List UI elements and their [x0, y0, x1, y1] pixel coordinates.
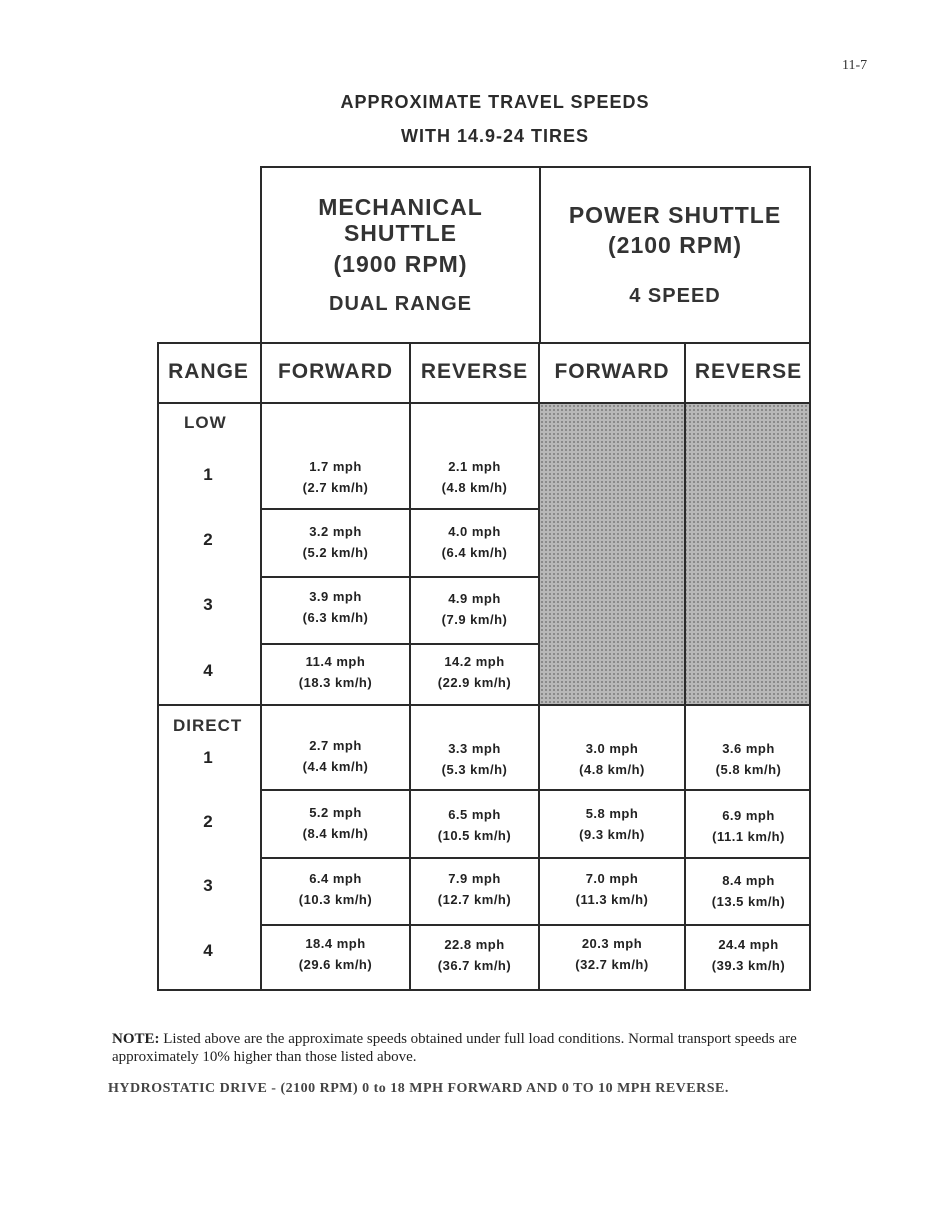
table-divider — [260, 924, 811, 926]
speed-kmh: (4.8 km/h) — [441, 480, 508, 495]
mechanical-shuttle-header — [260, 166, 541, 344]
speed-cell — [540, 738, 684, 780]
speed-kmh: (6.4 km/h) — [441, 545, 508, 560]
power-4-speed: 4 SPEED — [629, 284, 721, 307]
note-label: NOTE: — [112, 1031, 160, 1047]
column-header-range: RANGE — [168, 360, 249, 383]
speed-mph: 3.2 mph — [309, 524, 362, 539]
speed-cell — [262, 651, 409, 693]
speed-cell — [262, 868, 409, 910]
speed-cell — [411, 651, 538, 693]
table-divider — [260, 857, 811, 859]
speed-mph: 8.4 mph — [722, 873, 775, 888]
speed-kmh: (6.3 km/h) — [302, 610, 369, 625]
speed-kmh: (39.3 km/h) — [711, 958, 786, 973]
direct-range-label: DIRECT — [173, 716, 243, 735]
speed-cell — [262, 735, 409, 777]
speed-mph: 11.4 mph — [305, 654, 366, 669]
table-divider — [157, 704, 811, 706]
speed-mph: 4.0 mph — [448, 524, 501, 539]
speed-cell — [411, 804, 538, 846]
page-title: APPROXIMATE TRAVEL SPEEDS — [340, 92, 650, 112]
speed-cell — [686, 870, 811, 912]
speed-kmh: (13.5 km/h) — [711, 894, 786, 909]
gear-label: 4 — [203, 661, 213, 680]
speed-kmh: (5.2 km/h) — [302, 545, 369, 560]
speed-mph: 3.3 mph — [448, 741, 501, 756]
speed-mph: 7.9 mph — [448, 871, 501, 886]
speed-kmh: (5.3 km/h) — [441, 762, 508, 777]
speed-mph: 2.7 mph — [309, 738, 362, 753]
speed-kmh: (32.7 km/h) — [575, 957, 649, 972]
speed-cell — [411, 868, 538, 910]
speed-kmh: (12.7 km/h) — [437, 892, 512, 907]
speed-kmh: (22.9 km/h) — [437, 675, 512, 690]
speed-mph: 1.7 mph — [309, 459, 362, 474]
speed-kmh: (10.3 km/h) — [298, 892, 373, 907]
speed-kmh: (36.7 km/h) — [437, 958, 512, 973]
mechanical-title-line2: SHUTTLE — [343, 220, 458, 247]
speed-mph: 20.3 mph — [581, 936, 643, 951]
speed-cell — [411, 588, 538, 630]
speed-mph: 6.5 mph — [448, 807, 501, 822]
gear-label: 2 — [203, 530, 213, 549]
page-subtitle: WITH 14.9-24 TIRES — [400, 126, 590, 146]
speed-mph: 22.8 mph — [444, 937, 505, 952]
speed-mph: 5.8 mph — [585, 806, 639, 821]
gear-label: 3 — [203, 595, 213, 614]
speed-kmh: (4.4 km/h) — [302, 759, 369, 774]
power-shuttle-header — [539, 166, 811, 344]
speed-cell — [262, 586, 409, 628]
speed-kmh: (8.4 km/h) — [302, 826, 369, 841]
gear-label: 1 — [203, 465, 213, 484]
column-header-power-forward: FORWARD — [554, 360, 670, 383]
speed-mph: 14.2 mph — [444, 654, 505, 669]
speed-mph: 24.4 mph — [718, 937, 779, 952]
speed-kmh: (2.7 km/h) — [302, 480, 369, 495]
speed-kmh: (11.1 km/h) — [712, 829, 785, 844]
speed-cell — [411, 521, 538, 563]
gear-label: 3 — [203, 876, 213, 895]
speed-kmh: (9.3 km/h) — [579, 827, 645, 842]
mechanical-title-line1: MECHANICAL — [318, 194, 483, 220]
speed-mph: 3.0 mph — [585, 741, 639, 756]
speed-cell — [540, 933, 684, 975]
mechanical-dual-range: DUAL RANGE — [329, 293, 472, 316]
speed-cell — [262, 456, 409, 498]
gear-label: 4 — [203, 941, 213, 960]
speed-cell — [686, 738, 811, 780]
speed-mph: 3.6 mph — [722, 741, 775, 756]
note-text: Listed above are the approximate speeds obtained under full load conditions. Normal transport speeds are approximately 10% higher than those listed above. — [112, 1031, 797, 1065]
speed-cell — [262, 933, 409, 975]
speed-mph: 6.4 mph — [309, 871, 362, 886]
speed-cell — [686, 805, 811, 847]
speed-kmh: (18.3 km/h) — [298, 675, 373, 690]
speed-mph: 6.9 mph — [722, 808, 775, 823]
speed-mph: 3.9 mph — [309, 589, 362, 604]
table-divider — [157, 402, 811, 404]
table-divider — [260, 508, 540, 510]
speed-kmh: (10.5 km/h) — [437, 828, 512, 843]
speed-mph: 7.0 mph — [585, 871, 639, 886]
speed-cell — [262, 802, 409, 844]
speed-kmh: (5.8 km/h) — [715, 762, 782, 777]
speed-cell — [411, 738, 538, 780]
speed-mph: 5.2 mph — [309, 805, 362, 820]
power-rpm: (2100 RPM) — [608, 232, 742, 259]
power-title: POWER SHUTTLE — [568, 202, 782, 228]
table-divider — [260, 789, 811, 791]
speed-kmh: (29.6 km/h) — [298, 957, 373, 972]
speed-cell — [411, 456, 538, 498]
table-divider — [260, 576, 540, 578]
gear-label: 1 — [203, 748, 213, 767]
speed-mph: 4.9 mph — [448, 591, 501, 606]
load-condition-note — [112, 1030, 882, 1066]
page-number: 11-7 — [842, 58, 868, 73]
column-header-power-reverse: REVERSE — [694, 360, 803, 383]
table-divider — [260, 643, 540, 645]
speed-mph: 18.4 mph — [305, 936, 366, 951]
power-shuttle-low-shaded-area — [540, 404, 809, 704]
speed-kmh: (11.3 km/h) — [575, 892, 649, 907]
speed-cell — [540, 803, 684, 845]
column-header-mech-forward: FORWARD — [277, 360, 394, 383]
gear-label: 2 — [203, 812, 213, 831]
speed-kmh: (4.8 km/h) — [579, 762, 645, 777]
speed-cell — [540, 868, 684, 910]
speed-mph: 2.1 mph — [448, 459, 501, 474]
low-range-label: LOW — [184, 413, 227, 432]
speed-cell — [411, 934, 538, 976]
hydrostatic-drive-note: HYDROSTATIC DRIVE - (2100 RPM) 0 to 18 MPH FORWARD AND 0 TO 10 MPH REVERSE. — [108, 1081, 729, 1096]
speed-kmh: (7.9 km/h) — [441, 612, 508, 627]
mechanical-rpm: (1900 RPM) — [333, 250, 468, 277]
speed-cell — [686, 934, 811, 976]
speed-cell — [262, 521, 409, 563]
column-header-mech-reverse: REVERSE — [420, 360, 529, 383]
